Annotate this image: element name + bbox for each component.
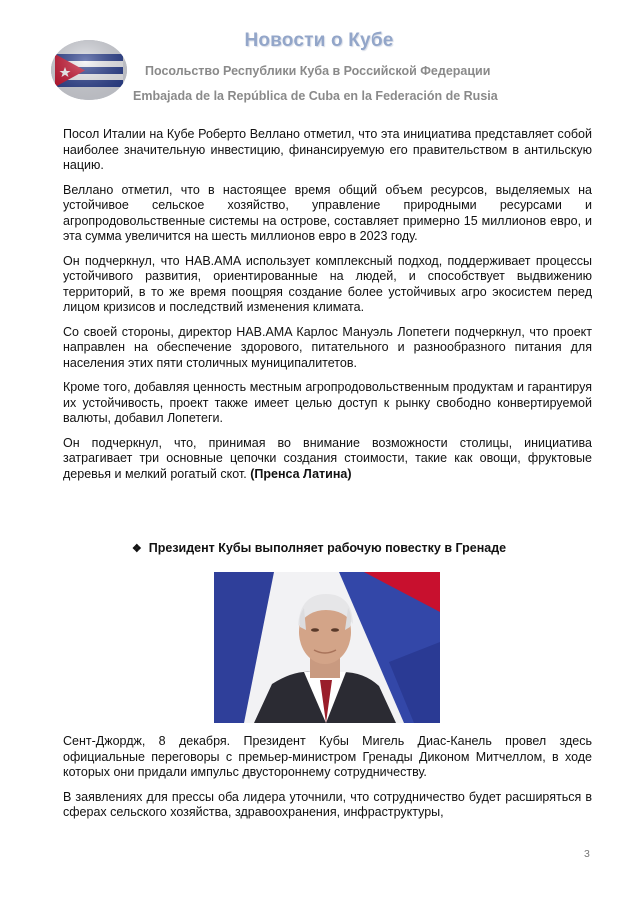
article-body xyxy=(63,127,592,491)
paragraph: Посол Италии на Кубе Роберто Веллано отметил, что эта инициатива представляет собой наиболее значительную инвестицию, финансируемую его правительством в антильскую нацию. xyxy=(63,127,592,172)
page-number: 3 xyxy=(584,848,590,860)
embassy-name-ru: Посольство Республики Куба в Российской Федерации xyxy=(145,64,491,78)
paragraph: Он подчеркнул, что HAB.AMA использует комплексный подход, поддерживает процессы устойчивого развития, ориентированные на людей, и способствует выдвижению территорий, в то же время поощряя создание более устойчивых агро экосистем перед лицом кризисов и последствий изменения климата. xyxy=(63,253,592,314)
paragraph-text: Он подчеркнул, что, принимая во внимание возможности столицы, инициатива затрагивает три основные цепочки создания стоимости, такие как овощи, фруктовые деревья и мелкий рогатый скот. xyxy=(63,435,592,481)
paragraph: В заявлениях для прессы оба лидера уточнили, что сотрудничество будет расширяться в сферах сельского хозяйства, здравоохранения, инфраструктуры, xyxy=(63,789,592,819)
article-photo xyxy=(214,572,440,723)
article-headline xyxy=(0,541,638,555)
paragraph xyxy=(63,436,592,483)
news-source: (Пренса Латина) xyxy=(250,466,352,481)
paragraph: Кроме того, добавляя ценность местным агропродовольственным продуктам и гарантируя их устойчивость, проект также имеет целью доступ к рынку свободно конвертируемой валюты, добавил Лопетеги. xyxy=(63,380,592,425)
embassy-name-es: Embajada de la República de Cuba en la Federación de Rusia xyxy=(133,89,498,103)
paragraph: Со своей стороны, директор HAB.AMA Карлос Мануэль Лопетеги подчеркнул, что проект направлен на обеспечение здорового, питательного и разнообразного питания для населения этих пяти столичных муниципалитетов. xyxy=(63,324,592,370)
president-photo xyxy=(214,572,440,723)
newsletter-title: Новости о Кубе xyxy=(244,30,394,51)
paragraph: Сент-Джордж, 8 декабря. Президент Кубы Мигель Диас-Канель провел здесь официальные переговоры с премьер-министром Гренады Диконом Митчеллом, в ходе которых они придали импульс двустороннему сотрудничеству. xyxy=(63,734,592,779)
paragraph: Веллано отметил, что в настоящее время общий объем ресурсов, выделяемых на устойчивое сельское хозяйство, управление природными ресурсами и агропродовольственные системы на острове, составляет примерно 15 миллионов евро, и эта сумма увеличится на шесть миллионов евро в 2023 году. xyxy=(63,182,592,243)
article-body-2 xyxy=(63,734,592,830)
headline-text: Президент Кубы выполняет рабочую повестку в Гренаде xyxy=(148,541,507,555)
diamond-bullet-icon: ❖ xyxy=(131,543,142,555)
